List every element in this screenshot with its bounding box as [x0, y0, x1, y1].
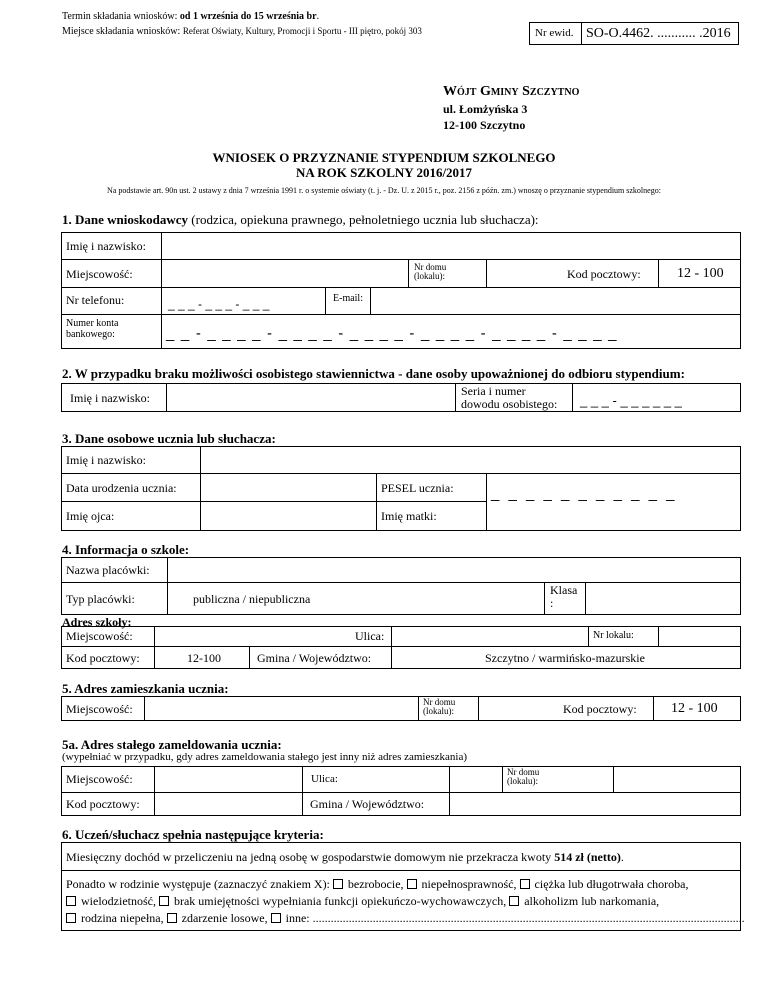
section-3-heading: 3. Dane osobowe ucznia lub słuchacza: — [62, 431, 276, 446]
s1-postal-label: Kod pocztowy: — [567, 267, 641, 281]
checkbox-zdarzenie-losowe[interactable] — [167, 913, 177, 923]
s4-city-label: Miejscowość: — [66, 629, 133, 643]
s3-name-label: Imię i nazwisko: — [66, 453, 146, 467]
s5a-postal-field[interactable] — [156, 793, 301, 815]
section-5a-heading: 5a. Adres stałego zameldowania ucznia: — [62, 737, 282, 752]
s4-local-field[interactable] — [660, 627, 740, 645]
s5a-house-field[interactable] — [615, 767, 740, 791]
s1-name-label: Imię i nazwisko: — [66, 239, 146, 253]
checkbox-alkoholizm[interactable] — [509, 896, 519, 906]
section-2-heading: 2. W przypadku braku możliwości osobistego stawiennictwa - dane osoby upoważnionej do odbioru stypendium: — [62, 366, 685, 381]
s3-father-field[interactable] — [202, 502, 375, 530]
s5a-city-label: Miejscowość: — [66, 772, 133, 786]
evid-value[interactable]: SO-O.4462. ........... .2016 — [586, 26, 731, 41]
s4-street-field[interactable] — [393, 627, 587, 645]
s5a-city-field[interactable] — [156, 767, 301, 791]
s4-gmina-value[interactable]: Szczytno / warmińsko-mazurskie — [485, 651, 645, 665]
s1-phone-label: Nr telefonu: — [66, 293, 125, 307]
evid-label: Nr ewid. — [535, 27, 574, 39]
addressee-street: ul. Łomżyńska 3 — [443, 102, 528, 116]
s5a-gmina-field[interactable] — [451, 793, 740, 815]
s4-gmina-label: Gmina / Województwo: — [257, 651, 372, 665]
s4-postal-label: Kod pocztowy: — [66, 651, 140, 665]
s4-school-label: Nazwa placówki: — [66, 563, 150, 577]
s1-house-field[interactable] — [488, 260, 548, 286]
s2-name-label: Imię i nazwisko: — [70, 391, 150, 405]
s5-house-field[interactable] — [480, 697, 540, 720]
legal-basis: Na podstawie art. 90n ust. 2 ustawy z dnia 7 września 1991 r. o systemie oświaty (t. j. - Dz. U. z 2015 r., poz. 2156 z późn. zm.) wnoszę o przyznanie stypendium szkolnego: — [107, 186, 661, 195]
section-4-heading: 4. Informacja o szkole: — [62, 542, 190, 557]
s1-city-field[interactable] — [163, 260, 407, 286]
s3-mother-label: Imię matki: — [381, 509, 437, 523]
s2-id-field[interactable]: _ _ _ - _ _ _ _ _ _ — [580, 393, 682, 408]
s5-city-field[interactable] — [146, 697, 417, 720]
s1-city-label: Miejscowość: — [66, 267, 133, 281]
s1-house-label: Nr domu (lokalu): — [414, 262, 447, 281]
s2-id-label: Seria i numer dowodu osobistego: — [461, 384, 558, 411]
s3-pesel-field[interactable]: _ _ _ _ _ _ _ _ _ _ _ — [491, 485, 677, 502]
s1-email-label: E-mail: — [333, 293, 363, 304]
section-5a-note: (wypełniać w przypadku, gdy adres zameldowania stałego jest inny niż adres zamieszkania) — [62, 751, 468, 763]
checkbox-wielodzietnosc[interactable] — [66, 896, 76, 906]
form-subtitle: NA ROK SZKOLNY 2016/2017 — [295, 165, 473, 180]
s6-criteria-line-1: Ponadto w rodzinie występuje (zaznaczyć znakiem X): bezrobocie, niepełnosprawność, ciężka lub długotrwała choroba, — [66, 877, 689, 891]
s5a-house-label: Nr domu (lokalu): — [507, 767, 540, 786]
s5-postal-label: Kod pocztowy: — [563, 702, 637, 716]
deadline-text: Termin składania wniosków: od 1 września do 15 września br. — [62, 11, 320, 22]
s4-postal-value[interactable]: 12-100 — [187, 651, 221, 665]
section-6-heading: 6. Uczeń/słuchacz spełnia następujące kryteria: — [62, 827, 324, 842]
addressee-city: 12-100 Szczytno — [443, 118, 526, 132]
checkbox-bezrobocie[interactable] — [333, 879, 343, 889]
s3-birth-field[interactable] — [202, 474, 375, 500]
section-1-heading: 1. Dane wnioskodawcy (rodzica, opiekuna prawnego, pełnoletniego ucznia lub słuchacza): — [62, 212, 539, 227]
s5-postal-value[interactable]: 12 - 100 — [671, 701, 718, 716]
s5-house-label: Nr domu (lokalu): — [423, 697, 456, 716]
s5a-street-field[interactable] — [351, 767, 448, 791]
s4-city-field[interactable] — [156, 627, 346, 645]
s1-phone-field[interactable]: _ _ _ - _ _ _ - _ _ _ — [168, 297, 270, 311]
form-title: WNIOSEK O PRZYZNANIE STYPENDIUM SZKOLNEGO — [212, 150, 556, 165]
s5a-gmina-label: Gmina / Województwo: — [310, 797, 425, 811]
s6-criteria-line-2: wielodzietność, brak umiejętności wypełniania funkcji opiekuńczo-wychowawczych, alkoholizm lub narkomania, — [66, 895, 659, 907]
checkbox-niepelnosprawnosc[interactable] — [407, 879, 417, 889]
s4-addr-heading: Adres szkoły: — [62, 615, 132, 629]
s2-name-field[interactable] — [168, 384, 454, 411]
s4-class-label: Klasa : — [550, 583, 578, 610]
s3-father-label: Imię ojca: — [66, 509, 115, 523]
s1-bank-field[interactable]: _ _ - _ _ _ _ - _ _ _ _ - _ _ _ _ - _ _ _ _ - _ _ _ _ - _ _ _ _ — [166, 325, 618, 342]
s4-local-label: Nr lokalu: — [593, 630, 634, 641]
section-5-heading: 5. Adres zamieszkania ucznia: — [62, 681, 229, 696]
s1-name-field[interactable] — [163, 233, 739, 258]
s4-class-field[interactable] — [587, 583, 739, 614]
s4-type-label: Typ placówki: — [66, 592, 135, 606]
s3-name-field[interactable] — [202, 447, 740, 472]
s6-criteria-line-3: rodzina niepełna, zdarzenie losowe, inne: ................................................................................................................................................ — [66, 912, 745, 924]
checkbox-brak-umiejetnosci[interactable] — [159, 896, 169, 906]
addressee-title: Wójt Gminy Szczytno — [443, 84, 580, 99]
s3-birth-label: Data urodzenia ucznia: — [66, 481, 177, 495]
s5a-street-label: Ulica: — [311, 773, 338, 785]
s6-income-text: Miesięczny dochód w przeliczeniu na jedną osobę w gospodarstwie domowym nie przekracza kwoty 514 zł (netto). — [66, 850, 624, 864]
checkbox-rodzina-niepelna[interactable] — [66, 913, 76, 923]
s5-city-label: Miejscowość: — [66, 702, 133, 716]
s4-street-label: Ulica: — [355, 629, 385, 643]
s4-school-field[interactable] — [169, 558, 740, 581]
checkbox-choroba[interactable] — [520, 879, 530, 889]
s1-bank-label: Numer konta bankowego: — [66, 318, 119, 340]
s3-pesel-label: PESEL ucznia: — [381, 481, 454, 495]
place-text: Miejsce składania wniosków: Referat Oświaty, Kultury, Promocji i Sportu - III piętro, pokój 303 — [62, 26, 422, 37]
s3-mother-field[interactable] — [488, 502, 740, 530]
s1-postal-value[interactable]: 12 - 100 — [677, 266, 724, 281]
checkbox-inne[interactable] — [271, 913, 281, 923]
s4-type-value[interactable]: publiczna / niepubliczna — [193, 592, 311, 606]
s5a-postal-label: Kod pocztowy: — [66, 797, 140, 811]
s1-email-field[interactable] — [372, 288, 738, 313]
